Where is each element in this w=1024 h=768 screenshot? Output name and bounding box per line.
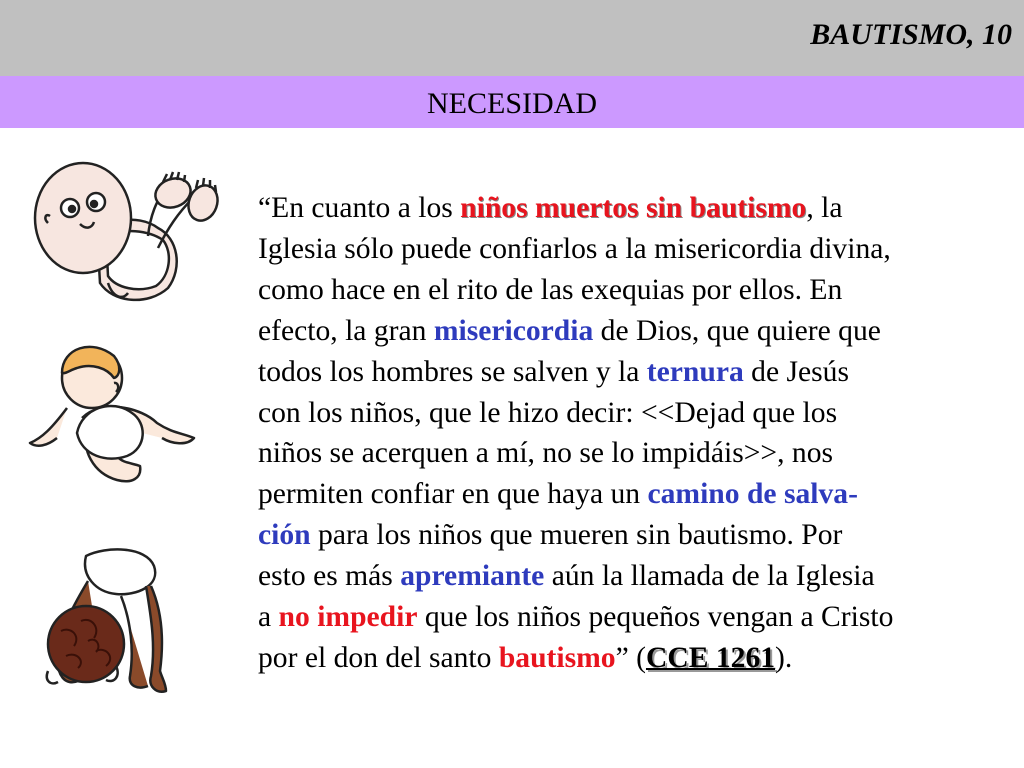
highlight-no-impedir: no impedir [278, 601, 418, 634]
highlight-ternura: ternura [646, 355, 744, 388]
quote-line: niños se acerquen a mí, no se lo impidáis>>, nos [258, 437, 834, 470]
quote-line: ción para los niños que mueren sin bautismo. Por [258, 519, 843, 552]
quote-line: Iglesia sólo puede confiarlos a la misericordia divina, [258, 232, 891, 265]
highlight-misericordia: misericordia [433, 314, 594, 347]
section-bar [0, 76, 1024, 128]
top-bar [0, 0, 1024, 76]
highlight-camino-salvacion: camino de salva- [647, 478, 858, 511]
highlight-cion: ción [258, 519, 311, 552]
quote-line: efecto, la gran misericordia de Dios, que quiere que [258, 314, 881, 347]
quote-line: a no impedir que los niños pequeños vengan a Cristo [258, 601, 894, 634]
quote-line: “En cuanto a los niños muertos sin bautismo, la [258, 192, 843, 224]
slide-title: BAUTISMO, 10 [810, 18, 1012, 51]
highlight-bautismo: bautismo [498, 641, 616, 674]
section-title: NECESIDAD [427, 87, 597, 120]
quote-line: por el don del santo bautismo” (CCE 1261). [258, 641, 793, 674]
cce-reference-link[interactable]: CCE 1261 [645, 641, 776, 674]
quote-text [258, 188, 1008, 679]
toddler-bending-illustration [26, 546, 176, 696]
crawling-baby-illustration [22, 338, 202, 488]
highlight-apremiante: apremiante [400, 560, 545, 593]
quote-line: permiten confiar en que haya un camino de salva- [258, 478, 858, 511]
quote-line: todos los hombres se salven y la ternura de Jesús [258, 355, 849, 388]
highlight-ninos-muertos: niños muertos sin bautismo [460, 192, 807, 224]
quote-line: como hace en el rito de las exequias por ellos. En [258, 273, 843, 306]
quote-line: con los niños, que le hizo decir: <<Dejad que los [258, 396, 838, 429]
baby-lying-illustration [28, 158, 224, 308]
quote-line: esto es más apremiante aún la llamada de la Iglesia [258, 560, 875, 593]
